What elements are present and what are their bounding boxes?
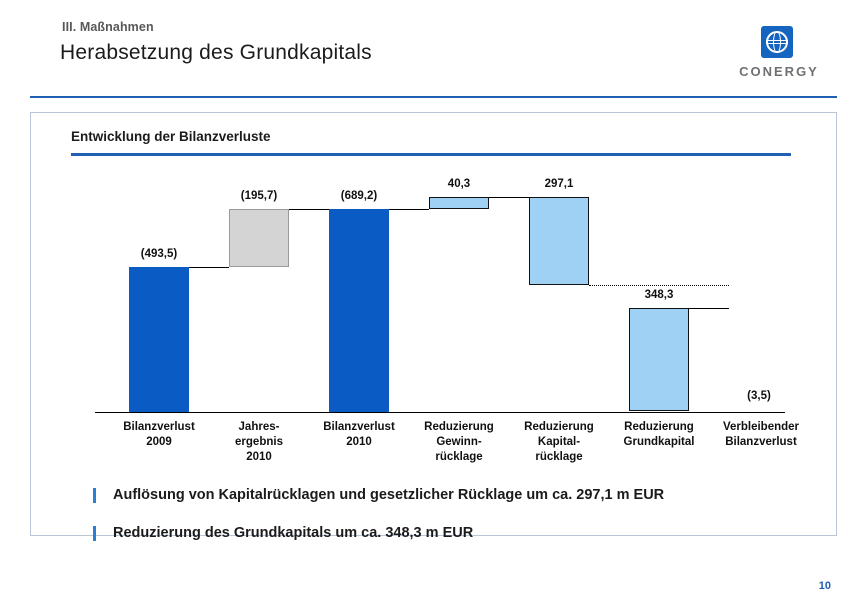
value-label-5: 348,3: [644, 289, 674, 301]
bullet-marker-icon: [93, 488, 96, 503]
connector-1: [189, 267, 229, 268]
page-title: Herabsetzung des Grundkapitals: [60, 41, 372, 64]
value-label-1: (195,7): [240, 190, 278, 202]
bar-reduzierung-gewinn: [429, 197, 489, 209]
content-panel: [30, 112, 837, 541]
category-line: Kapital-: [537, 436, 581, 448]
value-label-4: 297,1: [544, 178, 574, 190]
category-label-4: [517, 420, 601, 465]
category-line: Bilanzverlust: [323, 421, 395, 433]
category-line: ergebnis: [235, 436, 283, 448]
bar-reduzierung-kapital: [529, 197, 589, 285]
category-line: rücklage: [435, 451, 483, 463]
connector-3: [389, 209, 429, 210]
bullet-text: Auflösung von Kapitalrücklagen und gesetzlicher Rücklage um ca. 297,1 m EUR: [113, 487, 665, 503]
globe-icon: [761, 26, 793, 58]
category-line: 2010: [246, 451, 272, 463]
value-label-2: (689,2): [340, 190, 378, 202]
category-line: Bilanzverlust: [725, 436, 797, 448]
section-divider: [71, 153, 791, 156]
page-number: 10: [818, 580, 831, 592]
category-line: Verbleibender: [722, 421, 800, 433]
value-label-3: 40,3: [447, 178, 471, 190]
header-divider: [30, 96, 837, 98]
bar-bilanzverlust-2009: [129, 267, 189, 412]
bullet-marker-icon: [93, 526, 96, 541]
bar-reduzierung-grundkapital: [629, 308, 689, 411]
category-line: Reduzierung: [524, 421, 594, 433]
category-line: Reduzierung: [424, 421, 494, 433]
bullet-text: Reduzierung des Grundkapitals um ca. 348,3 m EUR: [113, 525, 474, 541]
chart-axis: [95, 412, 785, 413]
category-line: Reduzierung: [624, 421, 694, 433]
logo-wordmark: CONERGY: [739, 64, 819, 79]
bullet-list: [91, 487, 811, 563]
category-line: 2009: [146, 436, 172, 448]
category-label-0: [117, 420, 201, 450]
value-label-0: (493,5): [140, 248, 178, 260]
connector-2: [289, 209, 329, 210]
bar-jahresergebnis-2010: [229, 209, 289, 267]
category-label-3: [417, 420, 501, 465]
category-line: Grundkapital: [623, 436, 695, 448]
connector-4: [489, 197, 529, 198]
category-label-6: [713, 420, 809, 450]
chart-title: Entwicklung der Bilanzverluste: [71, 129, 271, 144]
connector-6: [689, 308, 729, 309]
waterfall-chart: [71, 168, 801, 468]
category-line: Bilanzverlust: [123, 421, 195, 433]
bullet-item: [91, 487, 811, 503]
category-label-1: [217, 420, 301, 465]
value-label-6: (3,5): [747, 390, 771, 402]
category-label-5: [613, 420, 705, 450]
chart-plot-area: [71, 168, 801, 463]
category-line: Jahres-: [238, 421, 280, 433]
category-line: rücklage: [535, 451, 583, 463]
logo: [733, 26, 825, 82]
bar-bilanzverlust-2010: [329, 209, 389, 412]
bullet-item: [91, 525, 811, 541]
category-line: Gewinn-: [436, 436, 482, 448]
category-line: 2010: [346, 436, 372, 448]
section-eyebrow: III. Maßnahmen: [62, 20, 154, 34]
category-label-2: [317, 420, 401, 450]
connector-5: [589, 285, 729, 287]
